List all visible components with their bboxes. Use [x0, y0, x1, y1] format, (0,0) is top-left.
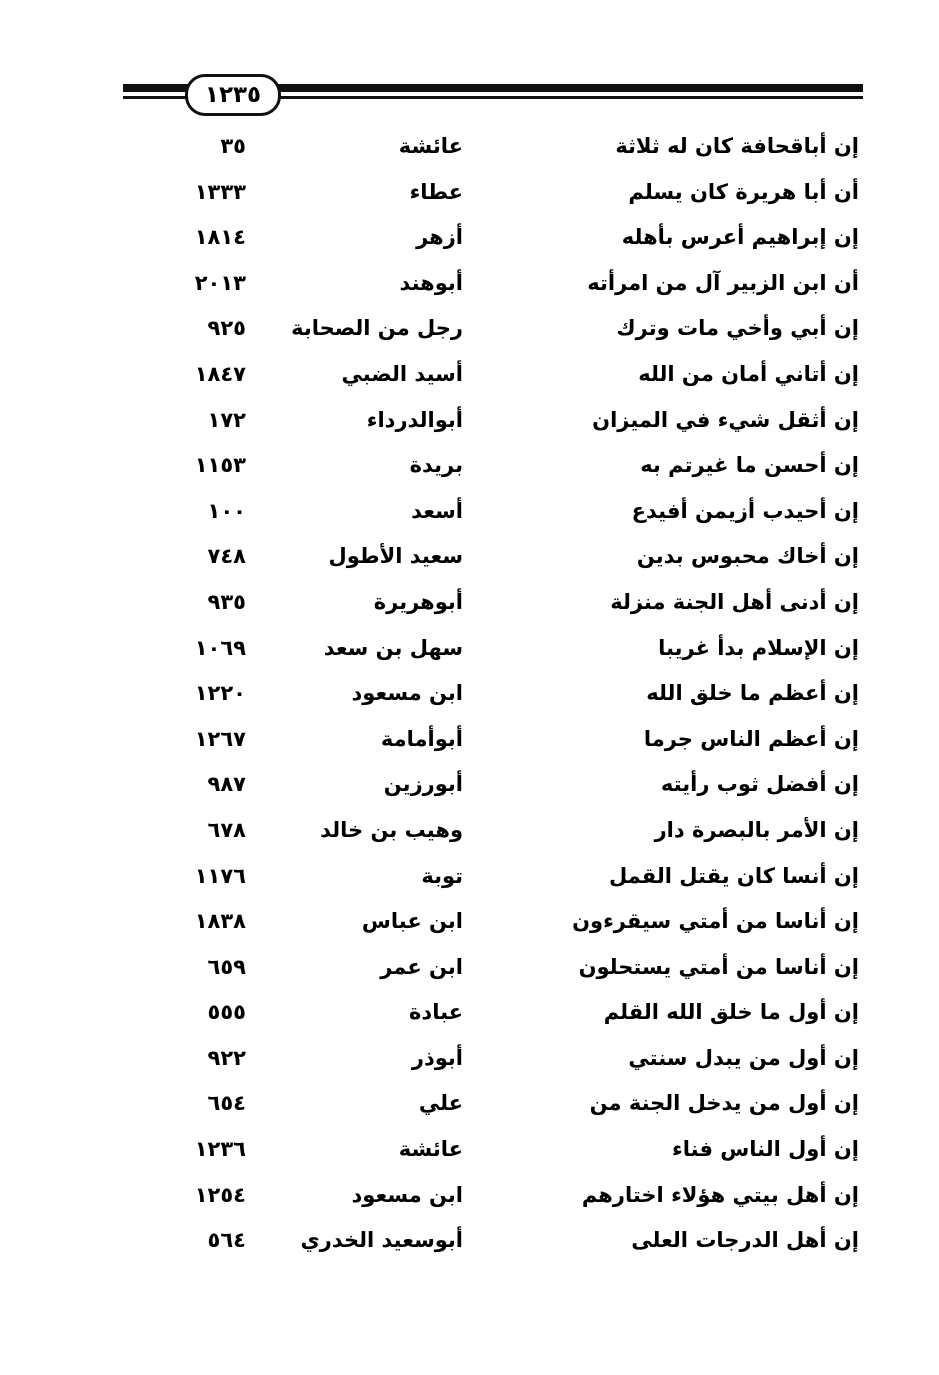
hadith-number: ٩٣٥	[207, 589, 246, 614]
narrator: عائشة	[398, 134, 463, 158]
index-row	[0, 1173, 939, 1219]
index-row	[0, 717, 939, 763]
index-row	[0, 626, 939, 672]
narrator: عبادة	[409, 1000, 463, 1025]
narrator: وهيب بن خالد	[320, 817, 463, 842]
hadith-text: إن أول ما خلق الله القلم	[603, 1000, 859, 1025]
hadith-number: ٣٥	[220, 134, 246, 158]
narrator: سعيد الأطول	[328, 544, 463, 569]
hadith-number: ١٣٣٣	[194, 179, 246, 204]
narrator: أسعد	[411, 498, 463, 523]
index-row	[0, 352, 939, 398]
index-row	[0, 580, 939, 626]
index-row	[0, 1218, 939, 1264]
index-row	[0, 170, 939, 216]
narrator: أبوهريرة	[373, 589, 463, 614]
hadith-number: ١٠٠	[207, 498, 246, 523]
hadith-text: إن أحيدب أزيمن أفيدع	[631, 498, 859, 523]
index-row	[0, 306, 939, 352]
hadith-text: إن أناسا من أمتي يستحلون	[578, 954, 859, 979]
index-row	[0, 489, 939, 535]
narrator: ابن عمر	[380, 954, 463, 979]
hadith-text: إن أول من يدخل الجنة من	[589, 1091, 859, 1116]
hadith-number: ٦٧٨	[207, 817, 246, 842]
index-row	[0, 215, 939, 261]
index-row	[0, 398, 939, 444]
hadith-number: ١٠٦٩	[194, 635, 246, 660]
index-row	[0, 1081, 939, 1127]
narrator: أبوذر	[411, 1045, 463, 1070]
hadith-number: ٦٥٤	[207, 1091, 246, 1116]
hadith-text: إن أفضل ثوب رأيته	[660, 772, 859, 797]
hadith-text: إن أعظم ما خلق الله	[646, 681, 859, 706]
hadith-text: إن أباقحافة كان له ثلاثة	[615, 134, 859, 158]
index-row	[0, 945, 939, 991]
hadith-number: ١٢٥٤	[194, 1182, 246, 1207]
narrator: أبوأمامة	[380, 726, 463, 751]
narrator: أسيد الضبي	[341, 361, 463, 386]
index-row	[0, 808, 939, 854]
hadith-number: ١٨٣٨	[194, 909, 246, 934]
index-row	[0, 534, 939, 580]
hadith-number: ١٨١٤	[194, 225, 246, 250]
hadith-text: إن أخاك محبوس بدين	[636, 544, 859, 569]
hadith-text: إن الإسلام بدأ غريبا	[658, 635, 859, 660]
narrator: ابن مسعود	[351, 1182, 463, 1207]
index-row	[0, 443, 939, 489]
hadith-text: إن أهل بيتي هؤلاء اختارهم	[581, 1182, 859, 1207]
narrator: أبوسعيد الخدري	[300, 1228, 463, 1253]
hadith-text: إن أناسا من أمتي سيقرءون	[572, 909, 859, 934]
narrator: ابن مسعود	[351, 681, 463, 706]
index-row	[0, 990, 939, 1036]
hadith-text: إن أحسن ما غيرتم به	[640, 453, 859, 478]
hadith-number: ١٢٢٠	[194, 681, 246, 706]
hadith-text: إن الأمر بالبصرة دار	[654, 817, 859, 842]
hadith-number: ٥٥٥	[207, 1000, 246, 1025]
narrator: عائشة	[398, 1137, 463, 1162]
page-header	[0, 70, 939, 120]
hadith-text: إن أتاني أمان من الله	[638, 361, 859, 386]
narrator: علي	[418, 1091, 463, 1116]
index-table	[0, 124, 939, 1264]
hadith-text: إن أنسا كان يقتل القمل	[608, 863, 859, 888]
hadith-number: ١٢٣٦	[194, 1137, 246, 1162]
narrator: بريدة	[409, 453, 463, 478]
narrator: توبة	[421, 863, 463, 888]
hadith-number: ٩٢٥	[207, 316, 246, 341]
hadith-number: ٩٨٧	[207, 772, 246, 797]
index-row	[0, 671, 939, 717]
hadith-number: ١١٥٣	[194, 453, 246, 478]
index-row	[0, 1127, 939, 1173]
narrator: ابن عباس	[361, 909, 463, 934]
index-row	[0, 261, 939, 307]
narrator: أبورزين	[383, 772, 463, 797]
narrator: عطاء	[409, 179, 463, 204]
hadith-number: ١٢٦٧	[194, 726, 246, 751]
hadith-text: أن ابن الزبير آل من امرأته	[587, 270, 859, 295]
narrator: أبوالدرداء	[366, 407, 463, 432]
hadith-number: ٢٠١٣	[194, 270, 246, 295]
index-row	[0, 899, 939, 945]
narrator: أزهر	[416, 225, 463, 250]
hadith-text: إن أبي وأخي مات وترك	[616, 316, 859, 341]
hadith-number: ٩٢٢	[207, 1045, 246, 1070]
hadith-text: إن أول الناس فناء	[672, 1137, 859, 1162]
index-row	[0, 1036, 939, 1082]
hadith-text: إن أدنى أهل الجنة منزلة	[610, 589, 859, 614]
hadith-number: ١٧٢	[207, 407, 246, 432]
hadith-number: ٥٦٤	[207, 1228, 246, 1253]
index-row	[0, 762, 939, 808]
index-row	[0, 854, 939, 900]
hadith-text: إن أعظم الناس جرما	[643, 726, 859, 751]
index-row	[0, 124, 939, 170]
narrator: أبوهند	[399, 270, 463, 295]
hadith-text: إن أول من يبدل سنتي	[628, 1045, 859, 1070]
hadith-number: ١١٧٦	[194, 863, 246, 888]
hadith-text: إن أثقل شيء في الميزان	[592, 407, 859, 432]
narrator: سهل بن سعد	[323, 635, 463, 660]
narrator: رجل من الصحابة	[291, 316, 463, 341]
hadith-text: إن إبراهيم أعرس بأهله	[621, 225, 859, 250]
page-number: ١٢٣٥	[185, 74, 281, 116]
hadith-number: ٧٤٨	[207, 544, 246, 569]
hadith-number: ٦٥٩	[207, 954, 246, 979]
hadith-text: إن أهل الدرجات العلى	[631, 1228, 859, 1253]
hadith-number: ١٨٤٧	[194, 361, 246, 386]
hadith-text: أن أبا هريرة كان يسلم	[628, 179, 859, 204]
